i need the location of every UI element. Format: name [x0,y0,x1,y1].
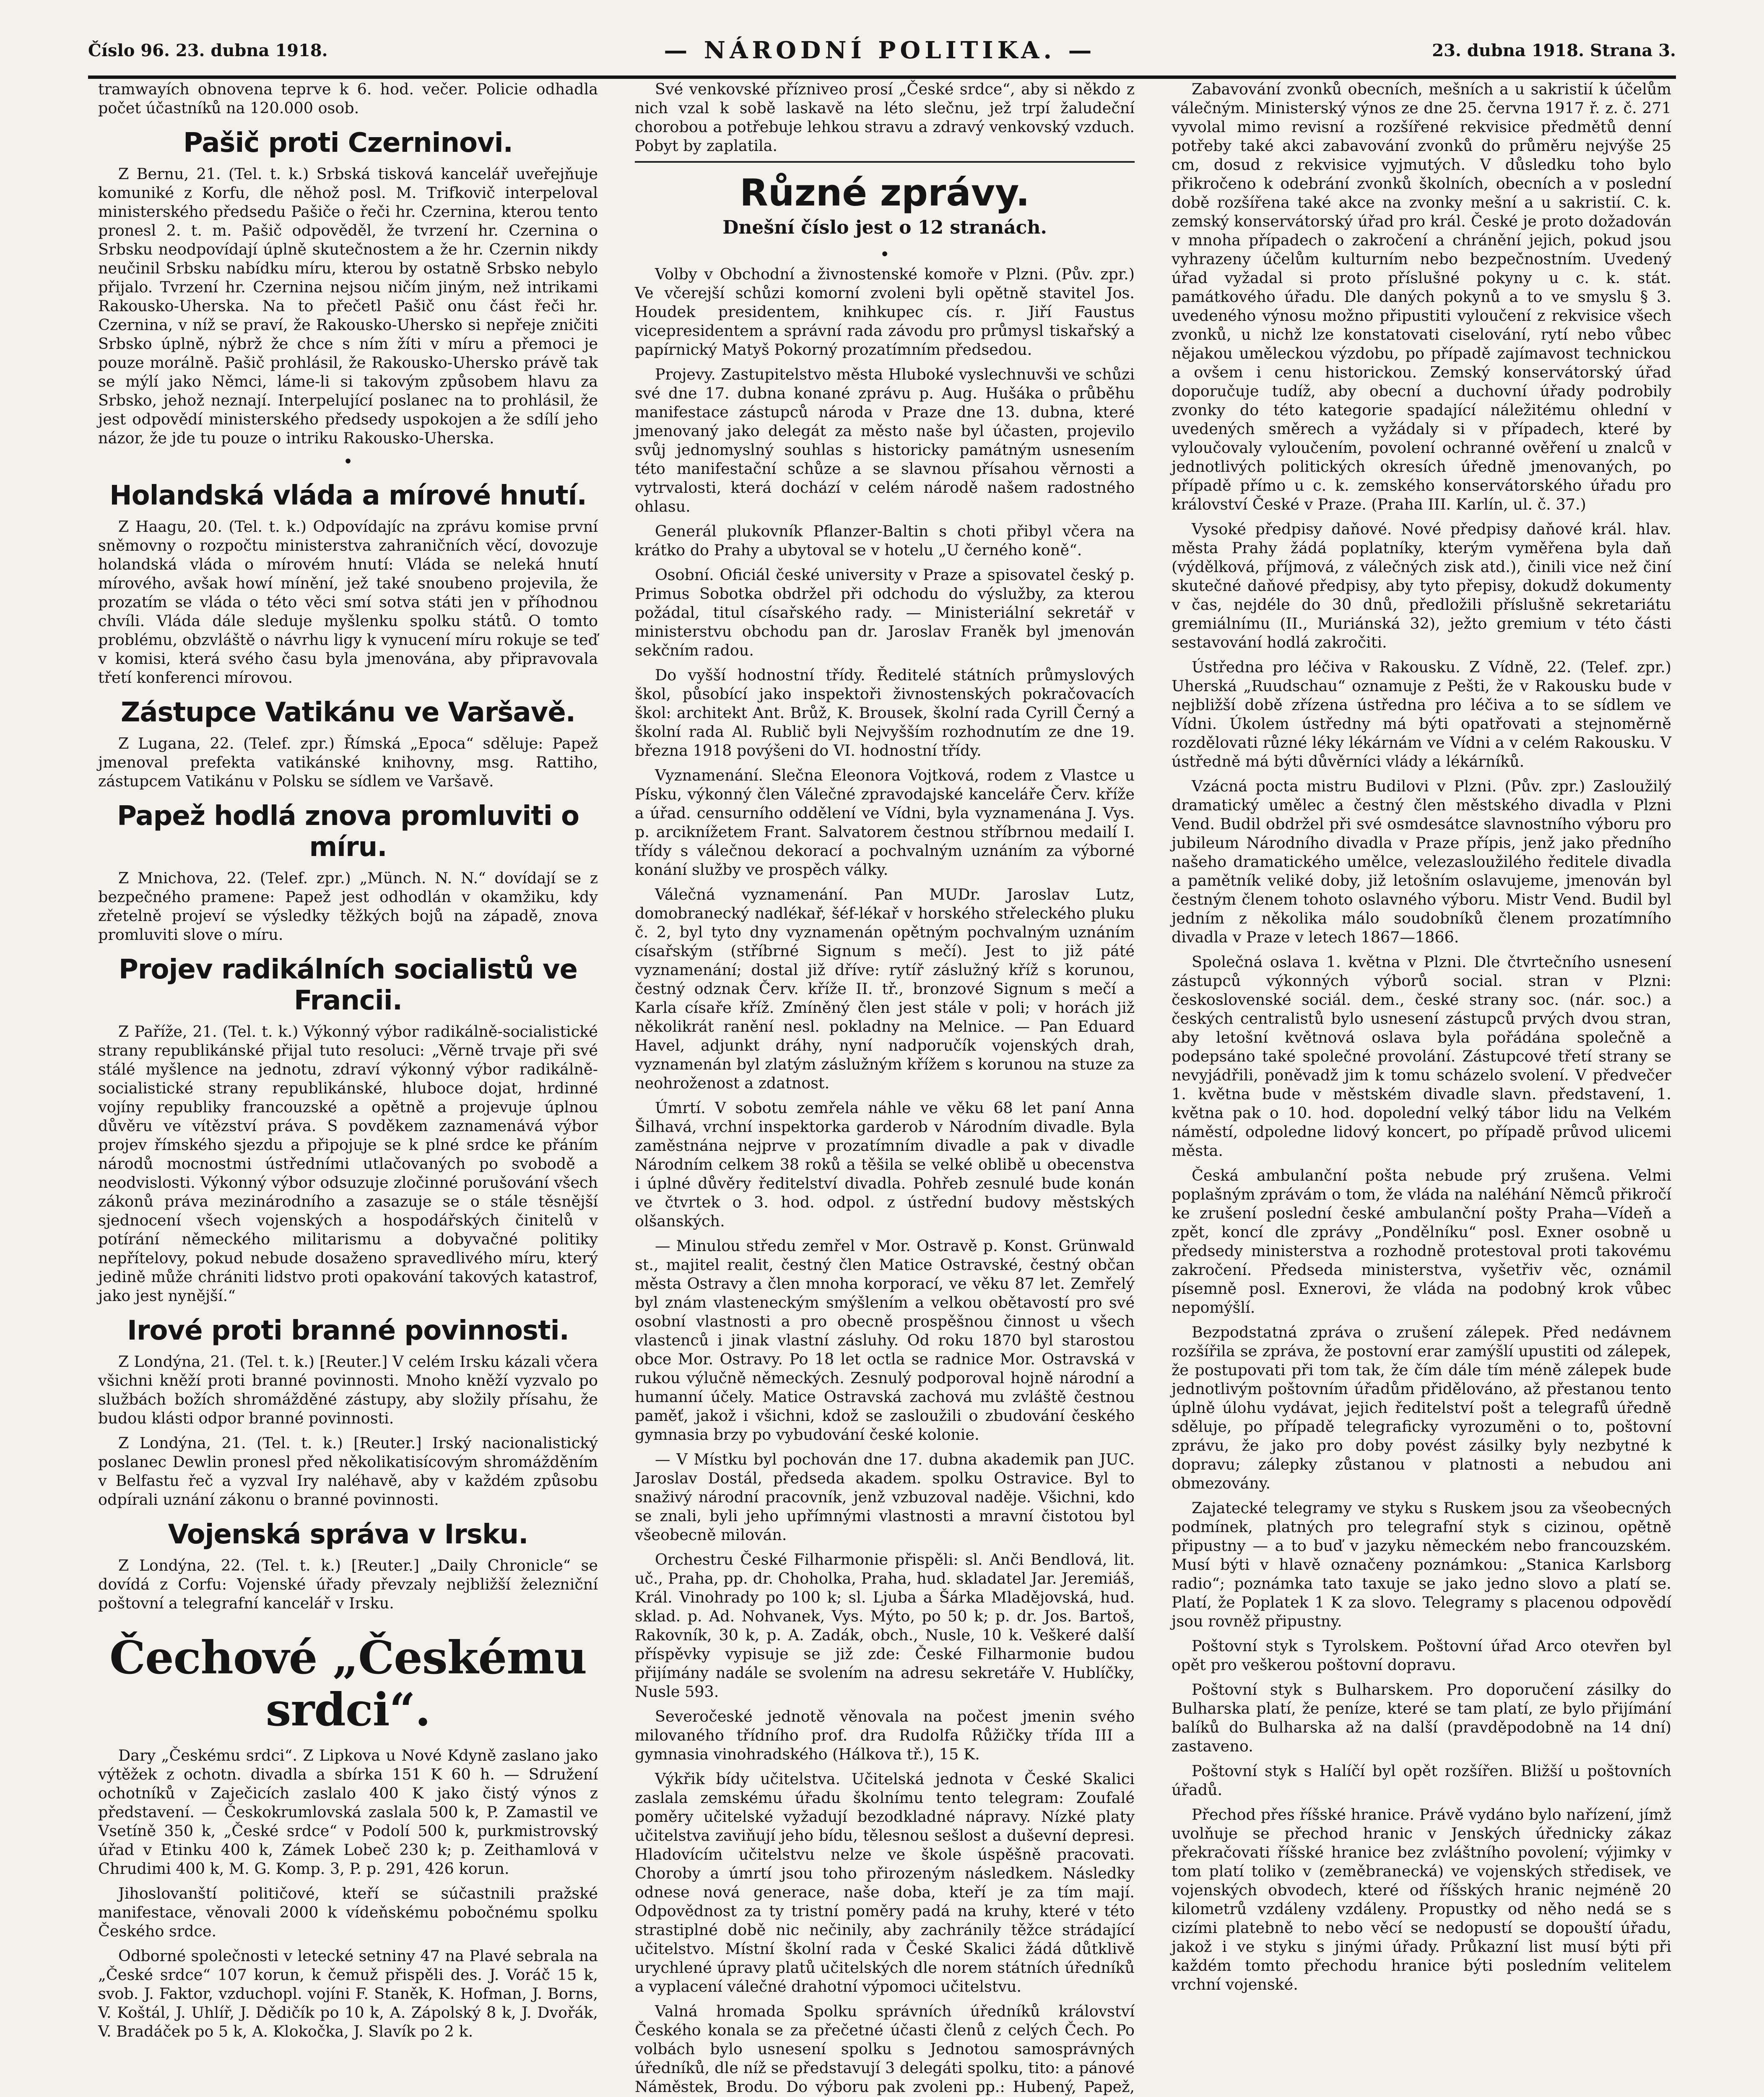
masthead: — NÁRODNÍ POLITIKA. — [664,36,1096,64]
news-item: Vysoké předpisy daňové. Nové předpisy daňové král. hlav. města Prahy žádá poplatníky, kterým vyměřena byla daň (výdělková, příjmová, z válečných zisk atd.), činili vice než činí skutečné daňové předpisy, aby tyto přepisy, dokudž dokumenty v čas, nejdéle do 30 dnů, předložili příslušně sekretariátu gremiálnímu (II., Muriánská 32), ježto gremium v této části sestavování hodlá zakročiti. [1172,520,1671,651]
issue-number-date: Číslo 96. 23. dubna 1918. [88,40,328,60]
section-subtitle: Dnešní číslo jest o 12 stranách. [722,217,1047,238]
news-item: Poštovní styk s Tyrolskem. Poštovní úřad Arco otevřen byl opět pro veškerou poštovní dopravu. [1172,1637,1671,1674]
news-item: Severočeské jednotě věnovala na počest jmenin svého milovaného třídního prof. dra Rudolfa Růžičky třída III a gymnasia vinohradského (Hálkova tř.), 15 K. [635,1707,1135,1763]
news-item: — V Místku byl pochován dne 17. dubna akademik pan JUC. Jaroslav Dostál, předseda akadem. spolku Ostravice. Byl to snaživý národní pracovník, jenž vzbuzoval naděje. Všichni, kdo se znali, byli jeho upřímnými vlastnosti a mravní čistotou byl všeobecně milován. [635,1450,1135,1544]
article-text: Dary „Českému srdci“. Z Lipkova u Nové Kdyně zaslano jako výtěžek z ochotn. divadla a sbírka 151 K 60 h. — Sdružení ochotníků v Zaječicích zaslalo 400 K jako čistý výnos z představení. — Českokrumlovská zaslala 500 k, P. Zamastil ve Vsetíně 350 k, „České srdce“ v Podolí 500 k, purkmistrovský úřad v Etinku 400 k, Zámek Lobeč 230 k; p. Zeithamlová v Chrudimi 400 k, M. G. Komp. 3, P. p. 291, 426 korun. [98,1746,598,1878]
article-title: Vojenská správa v Irsku. [168,1519,528,1550]
news-item: Válečná vyznamenání. Pan MUDr. Jaroslav Lutz, domobranecký nadlékař, šéf-lékař v horského střeleckého pluku č. 2, byl tyto dny vyznamenán opětným pochvalným uznáním císařským (stříbrné Signum s mečí). Jest to již páté vyznamenání; dostal již dříve: rytíř záslužný kříž s korunou, čestný odznak Červ. kříže II. tř., bronzové Signum s mečí a Karla císaře kříž. Zmíněný člen jest stále v poli; v horách již několikrát ranění nesl. pokladny na Melnice. — Pan Eduard Havel, adjunkt dráhy, nyní nadporučík vojenských drah, vyznamenán byl zlatým záslužným křížem s korunou na stuze za neohroženost a zdatnost. [635,885,1135,1092]
news-item: Osobní. Oficiál české university v Praze a spisovatel český p. Primus Sobotka obdržel při odchodu do výslužby, za kterou požádal, titul císařského rady. — Ministeriální sekretář v ministerstvu obchodu pan dr. Jaroslav Franěk byl jmenován sekčním radou. [635,566,1135,659]
continued-text: tramwayích obnovena teprve k 6. hod. večer. Policie odhadla počet účastníků na 120.000 osob. [98,80,598,117]
news-item: Zajatecké telegramy ve styku s Ruskem jsou za všeobecných podmínek, platných pro telegrafní styk s cizinou, opětně připustny — a to buď v jazyku německém nebo francouzském. Musí býti v hlavě označeny poznámkou: „Stanica Karlsborg radio“; poznámka tato taxuje se jako jedno slovo a platí se. Platí, že Poplatek 1 K za slovo. Telegramy s placenou odpovědí jsou rovněž připustny. [1172,1499,1671,1630]
article-text: Z Bernu, 21. (Tel. t. k.) Srbská tisková kancelář uveřejňuje komuniké z Korfu, dle něhož posl. M. Trifkovič interpeloval ministerského předsedu Pašiče o řeči hr. Czernina, kterou tento pronesl 2. t. m. Pašič odpověděl, že tvrzení hr. Czernina o Srbsku neodpovídají úplně skutečnostem a že hr. Czernin nikdy neučinil Srbsku nabídku míru, kterou by ostatně Srbsko nebylo přijalo. Tvrzení hr. Czernina nejsou ničím jiným, než intrikami Rakousko-Uherska. Na to přečetl Pašič onu část řeči hr. Czernina, v níž se praví, že Rakousko-Uhersko si nepřeje zničiti Srbsko úplně, nýbrž že chce s ním žíti v míru a přemoci je pouze morálně. Pašič prohlásil, že Rakousko-Uhersko právě tak se mýlí jako Němci, láme-li si takovým způsobem hlavu za Srbsko, jehož neznají. Interpelující poslanec na to prohlásil, že jest odpovědí ministerského předsedy uspokojen a že sdílí jeho názor, že jde tu pouze o intriku Rakousko-Uherska. [98,165,598,447]
news-item: Vyznamenání. Slečna Eleonora Vojtková, rodem z Vlastce u Písku, výkonný člen Válečné zpravodajské kanceláře Červ. kříže a úřad. censurního oddělení ve Vídni, byla vyznamenána J. Vys. p. arciknížetem Frant. Salvatorem čestnou stříbrnou medailí I. třídy s válečnou dekorací a pochvalným uznáním za výborné konání služby ve prospěch války. [635,766,1135,879]
column-1 [88,80,608,2097]
news-item: Vzácná pocta mistru Budilovi v Plzni. (Pův. zpr.) Zasloužilý dramatický umělec a čestný člen městského divadla v Plzni Vend. Budil obdržel při své osmdesátce slavnostního výboru pro jubileum Národního divadla v Praze přípis, jenž jako předního našeho dramatického umělce, velezasloužilého ředitele divadla a pamětník veliké doby, již letošním oslavujeme, jmenován byl čestným členem tohoto oslavného výboru. Mistr Vend. Budil byl jedním z několika málo soudobníků členem prozatímního divadla v Praze v letech 1867—1866. [1172,777,1671,946]
news-item: Poštovní styk s Bulharskem. Pro doporučení zásilky do Bulharska platí, že peníze, které se tam platí, ze bylo přijímání balíků do Bulharska až na další (pravděpodobně na 14 dní) zastaveno. [1172,1681,1671,1755]
news-item: Do vyšší hodnostní třídy. Ředitelé státních průmyslových škol, působící jako inspektoři živnostenských pokračovacích škol: architekt Ant. Brůž, K. Brousek, školní rada Cyrill Černý a školní rada Al. Rublič byli Nejvyšším rozhodnutím ze dne 19. března 1918 povýšeni do VI. hodnostní třídy. [635,666,1135,760]
article-title: Holandská vláda a mírové hnutí. [109,480,587,511]
column-2 [625,80,1145,2097]
news-item: Bezpodstatná zpráva o zrušení zálepek. Před nedávnem rozšířila se zpráva, že postovní erar zamýšlí upustiti od zálepek, že postupovati při tom tak, že čím dále tím méně zálepek bude jednotlivým poštovním úřadům přidělováno, až přestanou tento úplně úlohu vydávat, jejich ředitelství pošt a telegrafů úředně sděluje, po případě telegraficky vyrozuměni o to, poštovní zprávu, že jako pro doby povést zásilky byly nezbytné k dopravu; zálepky zůstanou v platnosti a nebudou ani obmezovány. [1172,1323,1671,1492]
notice-text: Své venkovské přízniveo prosí „České srdce“, aby si někdo z nich vzal k sobě laskavě na léto slečnu, jež trpí žaludeční chorobou a potřebuje lehkou stravu a zdravý venkovský vzduch. Pobyt by zaplatila. [635,80,1135,163]
news-item: Úmrtí. V sobotu zemřela náhle ve věku 68 let paní Anna Šilhavá, vrchní inspektorka garderob v Národním divadle. Byla zaměstnána nejprve v prozatímním divadle a pak v divadle Národním celkem 38 roků a těšila se velké oblibě u obecenstva i úplné důvěry ředitelství divadla. Pohřeb zesnulé bude konán ve čtvrtek o 3. hod. odpol. z ústřední budovy městských olšanských. [635,1099,1135,1230]
news-item: Volby v Obchodní a živnostenské komoře v Plzni. (Pův. zpr.) Ve včerejší schůzi komorní zvoleni byli opětně stavitel Jos. Houdek presidentem, knihkupec cís. r. Jiří Faustus vicepresidentem a správní rada závodu pro průmysl tiskařský a papírnický Matyš Pokorný prozatímním předsedou. [635,265,1135,359]
article-title: Projev radikálních socialistů ve Francii. [119,954,577,1016]
news-item: Přechod přes říšské hranice. Právě vydáno bylo nařízení, jímž uvolňuje se přechod hranic v Jenských úřednicky zákaz překračovati říšské hranice bez zvláštního povolení; výjimky v tom platí toliko v (zeměbranecká) ve vojenských středisek, ve vojenských obvodech, které od říšských hranic nejméně 20 kilometrů vzdáleny vzdáleny. Propustky od něho nedá se s cizími platebně to nebo věcí se nedopustí se dopouští úřadu, jakož i ve styku s jinými úřady. Průkazní list musí býti při každém tomto přechodu hranice býti posledním velitelem vrchní vojenské. [1172,1806,1671,1993]
column-3 [1161,80,1681,2097]
article-title: Zástupce Vatikánu ve Varšavě. [120,697,576,728]
article-text: Z Paříže, 21. (Tel. t. k.) Výkonný výbor radikálně-socialistické strany republikánské přijal tuto resoluci: „Věrně trvaje při své stálé myšlence na jednotu, zdraví výkonný výbor radikálně-socialistické strany republikánské, hluboce dojat, hrdinné vojíny republiky francouzské a opětně a projevuje úplnou důvěru ve vítězství práva. S povděkem zaznamenává výbor projev římského sjezdu a připojuje se k plné srdce ke přáním národů mocnostmi ústředními utlačovaných po svobodě a neodvislosti. Výkonný výbor odsuzuje zločinné porušování všech zákonů práva mezinárodního a zasazuje se o stále těsnější sjednocení všech vojenských a hospodářských činitelů v potírání německého militarismu a dobyvačné politiky nepřítelovy, pokud nebude dosaženo spravedlivého míru, který jedině může chrániti lidstvo proti opakování takových katastrof, jako jest nynější.“ [98,1022,598,1305]
article-text: Z Mnichova, 22. (Telef. zpr.) „Münch. N. N.“ dovídají se z bezpečného pramene: Papež jest odhodlán v okamžiku, kdy zřetelně projeví se výsledky těžkých bojů na západě, znova promluviti slove o míru. [98,869,598,944]
separator: • [880,245,890,264]
news-item: — Minulou středu zemřel v Mor. Ostravě p. Konst. Grünwald st., majitel realit, čestný člen Matice Ostravské, čestný občan města Ostravy a člen mnoha korporací, ve věku 87 let. Zemřelý byl znám vlasteneckým smýšlením a velkou obětavostí pro své osobní vlastnosti a pro obecně prospěšnou činnost u všech vlastenců i jinak vlastní zásluhy. Od roku 1870 byl starostou obce Mor. Ostravy. Po 18 let octla se radnice Mor. Ostravská v rukou výlučně německých. Zesnulý podporoval hojně národní a humanní účely. Matice Ostravská zachová mu zvláště čestnou paměť, jakož i všichni, kdož se zasloužili o zbudování českého gymnasia brzy po vybudování české kolonie. [635,1237,1135,1444]
news-item: Ústředna pro léčiva v Rakousku. Z Vídně, 22. (Telef. zpr.) Uherská „Ruudschau“ oznamuje z Pešti, že v Rakousku bude v nejbližší době zřízena ústředna pro léčiva a to se sídlem ve Vídni. Úkolem ústředny má býti opatřovati a stejnoměrně rozdělovati různé léky lékárnám ve Vídni a v celém Rakousku. V ústředně má býti důvěrníci vlády a lékárníků. [1172,658,1671,770]
news-item: Poštovní styk s Halíčí byl opět rozšířen. Bližší u poštovních úřadů. [1172,1762,1671,1799]
article-title: Irové proti branné povinnosti. [127,1315,569,1346]
article-title: Čechové „Českému srdci“. [109,1631,587,1736]
section-title: Různé zprávy. [740,171,1030,214]
news-item: Generál plukovník Pflanzer-Baltin s choti přibyl včera na krátko do Prahy a ubytoval se v hotelu „U černého koně“. [635,522,1135,559]
article-text: Z Londýna, 21. (Tel. t. k.) [Reuter.] Irský nacionalistický poslanec Dewlin pronesl před několikatisícovým shromážděním v Belfastu řeč a vyzval Iry naléhavě, aby v každém způsobu odpírali uznání zákonu o branné povinnosti. [98,1434,598,1509]
news-item: Česká ambulanční pošta nebude prý zrušena. Velmi poplašným zprávám o tom, že vláda na naléhání Němců přikročí ke zrušení poslední české ambulanční pošty Praha—Vídeň a zpět, koncí dle zprávy „Pondělníku“ posl. Exner osobně u předsedy ministerstva a rozhodně protestoval proti takovému zakročení. Předseda ministerstva, vyšetřiv věc, oznámil písemně posl. Exnerovi, že vláda na podobný krok vůbec nepomýšlí. [1172,1166,1671,1316]
news-item: Projevy. Zastupitelstvo města Hluboké vyslechnuvši ve schůzi své dne 17. dubna konané zprávu p. Aug. Hušáka o průběhu manifestace zástupců národa v Praze dne 13. dubna, které jmenovaný jako delegát za město naše byl účasten, projevilo svůj jednomyslný souhlas s historicky památným usnesením této manifestační schůze a se slavnou přísahou věrnosti a vytrvalosti, která dochází v celém národě našem radostného ohlasu. [635,365,1135,515]
article-text: Odborné společnosti v letecké setniny 47 na Plavé sebrala na „České srdce“ 107 korun, k čemuž přispěli des. J. Voráč 15 k, svob. J. Faktor, vzduchopl. vojíni F. Staněk, K. Hofman, J. Borns, V. Koštál, J. Uhlíř, J. Dědičík po 10 k, A. Zápolský 8 k, J. Dvořák, V. Bradáček po 5 k, A. Klokočka, J. Slavík po 2 k. [98,1947,598,2040]
article-text: Jihoslovanští političové, kteří se súčastnili pražské manifestace, věnovali 2000 k vídeňskému pobočnému spolku Českého srdce. [98,1884,598,1940]
article-title: Pašič proti Czerninovi. [183,127,513,159]
news-item: Výkřik bídy učitelstva. Učitelská jednota v České Skalici zaslala zemskému úřadu školnímu tento telegram: Zoufalé poměry učitelské vyžadují bezodkladné nápravy. Nízké platy učitelstva zaviňují jeho bídu, tělesnou sešlost a duševní depresi. Hladovícím učitelstvu nelze ve škole úspěšně pracovati. Choroby a úmrtí jsou toho přirozeným následkem. Následky odnese nová generace, naše doba, kteří je za tím mají. Odpovědnost za ty tristní poměry padá na kruhy, které v této strastiplné době nic nečinily, aby zachránily těžce strádající učitelstvo. Místní školní rada v České Skalici žádá důtklivě urychlené úpravy platů učitelských dle norem státních úředníků a vyplacení válečné drahotní výpomoci učitelstvu. [635,1770,1135,1996]
news-item: Zabavování zvonků obecních, mešních a u sakristií k účelům válečným. Ministerský výnos ze dne 25. června 1917 ř. z. č. 271 vyvolal mimo revisní a rozšířené rekvisice předmětů denní potřeby také akci zabavování zvonků do průměru nejvýše 25 cm, dosud z rekvisice vyjmutých. V důsledku toho bylo přikročeno k odebrání zvonků školních, obecních a v poslední době rozšířena také akce na zvonky mešní a u sakristií. C. k. zemský konservátorský úřad pro král. České je proto dožadován v mnoha případech o zakročení a chránění jejich, pokud jsou vyhrazeny účelům kulturním nebo bezpečnostním. Uvedený úřad vyžadal si proto příslušné pokyny u c. k. stát. památkového úřadu. Dle daných pokynů a to ve smyslu § 3. uvedeného výnosu možno připustiti vyloučení z rekvisice všech zvonků, u nichž lze konstatovati ciselování, rytí nebo vůbec nějakou uměleckou výzdobu, po případě zajímavost technickou a ovšem i cenu historickou. Zemský konservátorský úřad doporučuje tudíž, aby obecní a duchovní úřady podrobily zvonky do této kategorie spadající náležitému ohlední v uvedených směrech a vyžádaly si v případech, které by vyloučovaly vyloučením, povolení ochranné ověření u znalců v jednotlivých politických okresích úředně jmenovaných, po případě přímo u c. k. zemského konservátorského úřadu pro království České v Praze. (Praha III. Karlín, ul. č. 37.) [1172,80,1671,513]
date-page-number: 23. dubna 1918. Strana 3. [1432,40,1676,60]
news-item: Společná oslava 1. května v Plzni. Dle čtvrtečního usnesení zástupců výkonných výborů social. stran v Plzni: československé sociál. dem., české strany soc. (nár. soc.) a českých centralistů bylo usnesení zástupců prvých dvou stran, aby letošní květnová oslava byla pořádána společně a podepsáno také společné provolání. Zástupcové třetí strany se nevyjádřili, poněvadž jim k tomu scházelo svolení. V předvečer 1. května bude v městském divadle slavn. představení, 1. května pak o 10. hod. dopolední velký tábor lidu na Velkém náměstí, odpoledne lidový koncert, po případě průvod ulicemi města. [1172,953,1671,1160]
page-header [88,25,1676,79]
article-text: Z Haagu, 20. (Tel. t. k.) Odpovídajíc na zprávu komise první sněmovny o rozpočtu ministerstva zahraničních věcí, dovozuje holandská vláda o mírovém hnutí: Vláda se neleká hnutí mírového, avšak howí mínění, jež také snoubeno projevila, že prozatím se vláda o této věci smí sotva státi jen v příhodnou chvíli. Vláda dále sleduje myšlenku spolku států. O tomto problému, obzvláště o návrhu ligy k vynucení míru rokuje se teď v komisi, která svého času byla jmenována, aby připravovala třetí konferenci mírovou. [98,518,598,687]
article-title: Papež hodlá znova promluviti o míru. [117,801,579,863]
separator: • [343,452,353,471]
article-text: Z Londýna, 22. (Tel. t. k.) [Reuter.] „Daily Chronicle“ se dovídá z Corfu: Vojenské úřady převzaly nejbližší železniční poštovní a telegrafní kancelář v Irsku. [98,1556,598,1612]
news-item: Orchestru České Filharmonie přispěli: sl. Anči Bendlová, lit. uč., Praha, pp. dr. Choholka, Praha, hud. skladatel Jar. Jeremiáš, Král. Vinohrady po 100 k; sl. Ljuba a Šárka Mladějovská, hud. sklad. p. Ad. Nohvanek, Vys. Mýto, po 50 k; p. dr. Jos. Bartoš, Rakovník, 30 k, p. A. Zadák, obch., Nusle, 10 k. Veškeré další příspěvky vypisuje se již zde: České Filharmonie budou přijímány nadále se svolením na adresu sekretáře V. Hublíčky, Nusle 593. [635,1551,1135,1701]
article-text: Z Lugana, 22. (Telef. zpr.) Římská „Epoca“ sděluje: Papež jmenoval prefekta vatikánské knihovny, msg. Rattiho, zástupcem Vatikánu v Polsku se sídlem ve Varšavě. [98,734,598,790]
news-item: Valná hromada Spolku správních úředníků království Českého konala se za přečetné účasti členů z celých Čech. Po volbách bylo usnesení spolku s Jednotou samosprávných úředníků, dle níž se představují 3 delegáti spolku, tito: a pánové Náměstek, Brodu. Do výboru pak zvoleni pp.: Hubený, Papež, [635,2002,1135,2096]
article-text: Z Londýna, 21. (Tel. t. k.) [Reuter.] V celém Irsku kázali včera všichni kněží proti branné povinnosti. Mnoho kněží vyzvalo po službách božích shromážděné zástupy, aby složily přísahu, že budou klásti odpor branné povinnosti. [98,1353,598,1427]
